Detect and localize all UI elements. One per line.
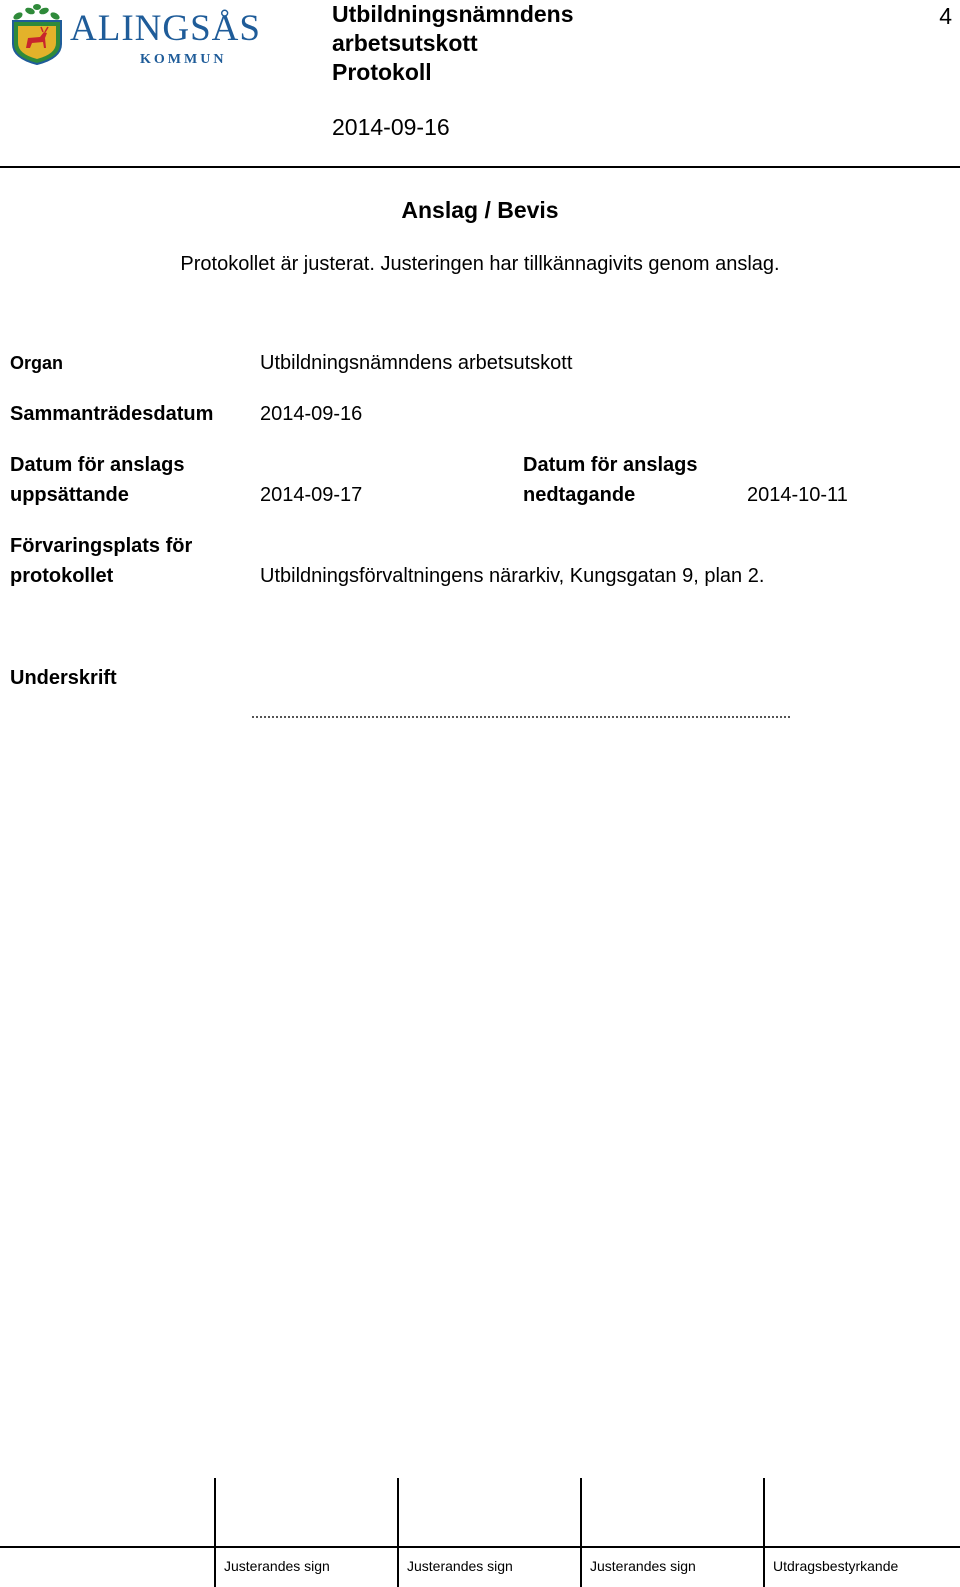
storage-label-line2: protokollet (10, 565, 114, 587)
notice-text: Protokollet är justerat. Justeringen har tillkännagivits genom anslag. (180, 253, 780, 275)
organ-value: Utbildningsnämndens arbetsutskott (260, 352, 573, 374)
signature-line[interactable] (252, 706, 790, 718)
footer-sign-label: Justerandes sign (407, 1558, 513, 1574)
storage-label-line1: Förvaringsplats för (10, 535, 193, 557)
posting-date-label-line2: uppsättande (10, 484, 129, 506)
removal-date-label-line2: nedtagande (523, 484, 636, 506)
notice-title: Anslag / Bevis (401, 197, 559, 223)
logo-name: ALINGSÅS (70, 8, 261, 49)
logo-subtitle: KOMMUN (140, 52, 227, 67)
removal-date-label-line1: Datum för anslags (523, 454, 698, 476)
document-title (332, 0, 574, 87)
document-date: 2014-09-16 (332, 114, 450, 140)
coat-of-arms-icon (10, 2, 290, 68)
title-line: Utbildningsnämndens (332, 1, 574, 27)
removal-date-value: 2014-10-11 (747, 484, 848, 506)
footer-column-divider (763, 1478, 765, 1587)
organ-label: Organ (10, 353, 64, 373)
header-divider (0, 166, 960, 168)
municipality-logo (10, 2, 290, 68)
footer-divider (0, 1546, 960, 1548)
title-line: Protokoll (332, 59, 432, 85)
storage-value: Utbildningsförvaltningens närarkiv, Kungsgatan 9, plan 2. (260, 565, 765, 587)
footer-column-divider (214, 1478, 216, 1587)
posting-date-value: 2014-09-17 (260, 484, 363, 506)
footer-column-divider (397, 1478, 399, 1587)
footer-sign-label: Justerandes sign (590, 1558, 696, 1574)
footer-sign-label: Utdragsbestyrkande (773, 1558, 899, 1574)
posting-date-label-line1: Datum för anslags (10, 454, 185, 476)
footer-column-divider (580, 1478, 582, 1587)
title-line: arbetsutskott (332, 30, 478, 56)
page-number: 4 (939, 3, 952, 29)
meeting-date-value: 2014-09-16 (260, 403, 363, 425)
signature-label: Underskrift (10, 667, 117, 689)
footer-sign-label: Justerandes sign (224, 1558, 330, 1574)
meeting-date-label: Sammanträdesdatum (10, 403, 214, 425)
